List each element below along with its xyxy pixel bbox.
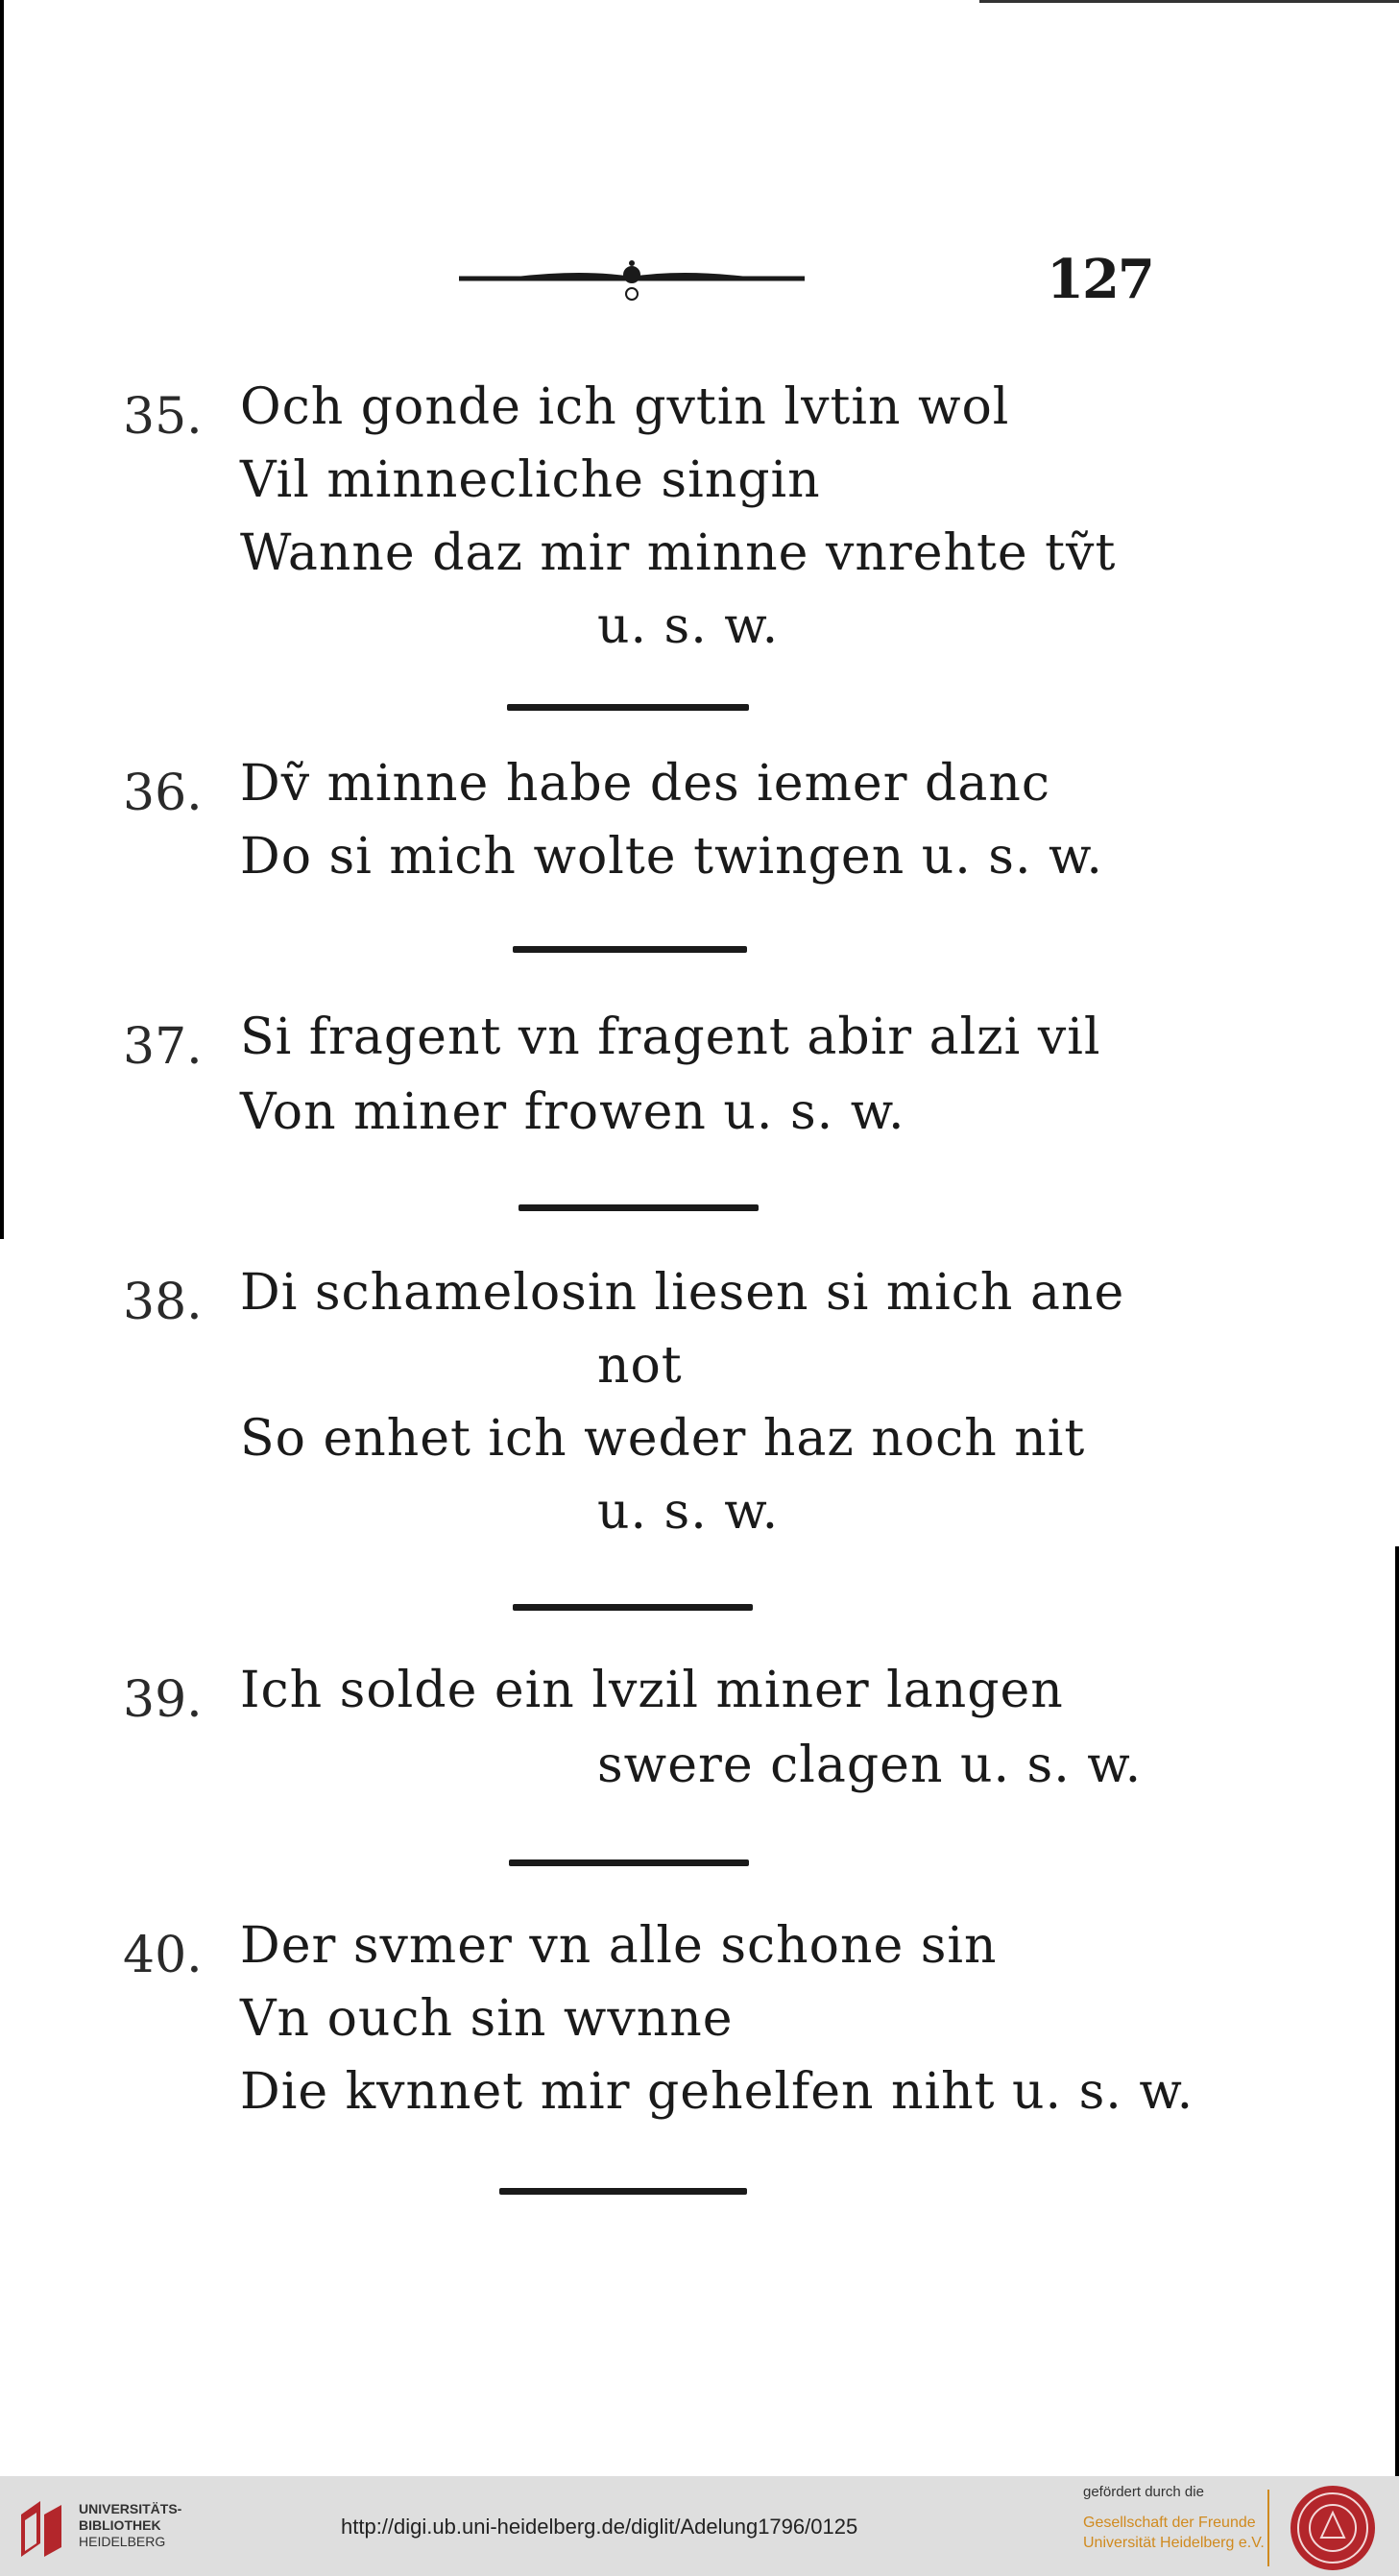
verse-number: 37. <box>123 1018 203 1076</box>
library-name-line: HEIDELBERG <box>79 2534 166 2549</box>
footer-divider <box>1267 2490 1269 2566</box>
verse-line: Der svmer vn alle schone sin <box>240 1917 998 1975</box>
sponsor-name-line: Gesellschaft der Freunde <box>1083 2515 1256 2531</box>
verse-line: Dṽ minne habe des iemer danc <box>240 755 1050 813</box>
verse-line: Do si mich wolte twingen u. s. w. <box>240 828 1103 886</box>
scan-border-top <box>979 0 1399 3</box>
sponsor-name <box>1083 2513 1265 2553</box>
digitization-footer <box>0 2476 1399 2576</box>
verse-line: Vn ouch sin wvnne <box>240 1990 734 2048</box>
verse-line: So enhet ich weder haz noch nit <box>240 1410 1086 1468</box>
scan-border-right <box>1395 1546 1399 2478</box>
verse-line: not <box>597 1337 683 1395</box>
head-ornament <box>459 257 805 315</box>
library-name-line: UNIVERSITÄTS- <box>79 2501 182 2516</box>
verse-separator <box>513 1604 753 1611</box>
verse-line: Di schamelosin liesen si mich ane <box>240 1264 1125 1322</box>
verse-line: Ich solde ein lvzil miner langen <box>240 1662 1064 1719</box>
sponsor-name-line: Universität Heidelberg e.V. <box>1083 2535 1265 2551</box>
verse-separator <box>519 1204 759 1211</box>
verse-number: 36. <box>123 765 203 822</box>
verse-number: 35. <box>123 388 203 446</box>
verse-line: Von miner frowen u. s. w. <box>240 1083 905 1141</box>
scan-border-left <box>0 0 4 1239</box>
verse-line: swere clagen u. s. w. <box>597 1737 1143 1794</box>
library-name-line: BIBLIOTHEK <box>79 2517 161 2533</box>
verse-line: u. s. w. <box>597 597 780 655</box>
verse-number: 39. <box>123 1671 203 1729</box>
verse-line: Och gonde ich gvtin lvtin wol <box>240 378 1010 436</box>
library-logo-icon <box>15 2495 67 2563</box>
university-seal-icon <box>1289 2484 1377 2572</box>
permalink-url[interactable]: http://digi.ub.uni-heidelberg.de/diglit/Adelung1796/0125 <box>341 2515 858 2539</box>
page-number: 127 <box>1047 248 1153 311</box>
verse-line: Vil minnecliche singin <box>240 451 821 509</box>
verse-line: Die kvnnet mir gehelfen niht u. s. w. <box>240 2063 1194 2121</box>
verse-line: u. s. w. <box>597 1483 780 1541</box>
funded-by-label: gefördert durch die <box>1083 2484 1204 2500</box>
verse-separator <box>513 946 747 953</box>
verse-number: 38. <box>123 1274 203 1331</box>
verse-separator <box>509 1859 749 1866</box>
verse-number: 40. <box>123 1927 203 1984</box>
verse-separator <box>507 704 749 711</box>
verse-separator <box>499 2188 747 2195</box>
verse-line: Wanne daz mir minne vnrehte tṽt <box>240 524 1117 582</box>
library-name <box>79 2501 181 2550</box>
verse-line: Si fragent vn fragent abir alzi vil <box>240 1009 1101 1066</box>
